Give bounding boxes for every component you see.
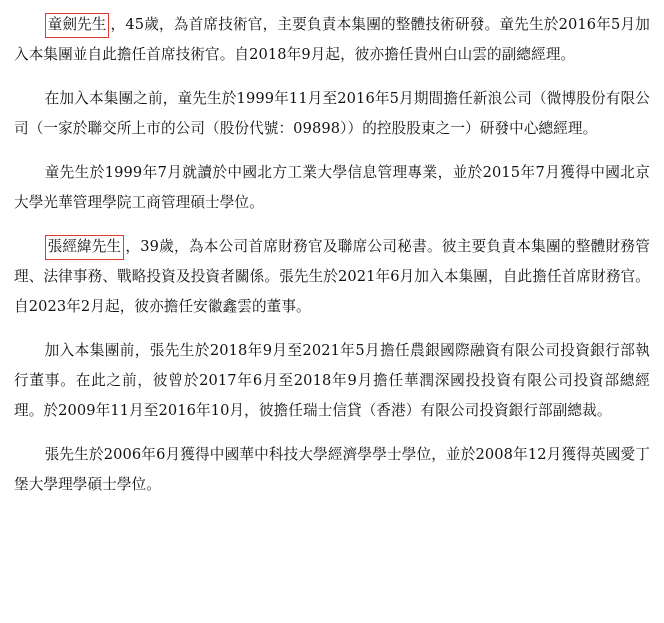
paragraph-zhang-education: [14, 440, 650, 500]
paragraph-text: 在加入本集團之前，童先生於1999年11月至2016年5月期間擔任新浪公司（微博股份有限公司（一家於聯交所上市的公司（股份代號：09898））的控股股東之一）研發中心總經理。: [14, 90, 650, 137]
paragraph-tong-intro: [14, 10, 650, 70]
paragraph-tong-experience: [14, 84, 650, 144]
paragraph-text: 加入本集團前，張先生於2018年9月至2021年5月擔任農銀國際融資有限公司投資銀行部執行董事。在此之前，彼曾於2017年6月至2018年9月擔任華潤深國投投資有限公司投資部總經理。於2009年11月至2016年10月，彼擔任瑞士信貸（香港）有限公司投資銀行部副總裁。: [14, 342, 650, 419]
paragraph-text: ，39歲，為本公司首席財務官及聯席公司秘書。彼主要負責本集團的整體財務管理、法律事務、戰略投資及投資者關係。張先生於2021年6月加入本集團，自此擔任首席財務官。自2023年2月起，彼亦擔任安徽鑫雲的董事。: [14, 238, 650, 315]
paragraph-text: ，45歲，為首席技術官，主要負責本集團的整體技術研發。童先生於2016年5月加入本集團並自此擔任首席技術官。自2018年9月起，彼亦擔任貴州白山雲的副總經理。: [14, 16, 650, 63]
paragraph-text: 童先生於1999年7月就讀於中國北方工業大學信息管理專業，並於2015年7月獲得中國北京大學光華管理學院工商管理碩士學位。: [14, 164, 650, 211]
paragraph-tong-education: [14, 158, 650, 218]
paragraph-text: 張先生於2006年6月獲得中國華中科技大學經濟學學士學位，並於2008年12月獲得英國愛丁堡大學理學碩士學位。: [14, 446, 650, 493]
paragraph-zhang-experience: [14, 336, 650, 426]
highlighted-name-tong: 童劍先生: [45, 13, 110, 38]
highlighted-name-zhang: 張經緯先生: [45, 235, 124, 260]
paragraph-zhang-intro: [14, 232, 650, 322]
